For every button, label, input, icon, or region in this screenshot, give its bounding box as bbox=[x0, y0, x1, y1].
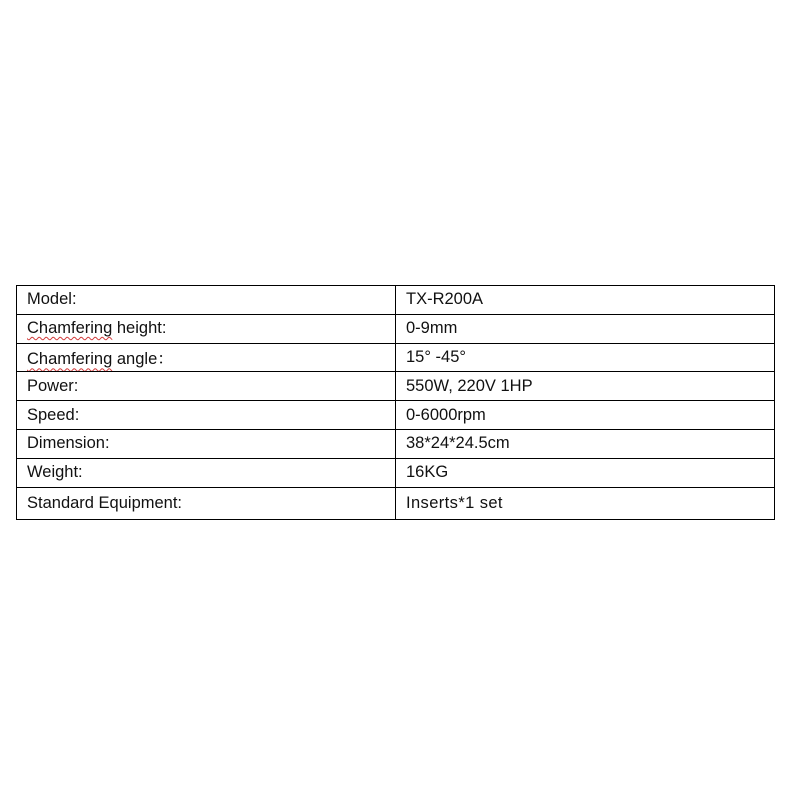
table-row bbox=[17, 286, 775, 315]
row-value-chamfering-angle: 15° -45° bbox=[396, 343, 775, 372]
row-label-rest: height: bbox=[112, 319, 167, 338]
row-label-weight: Weight: bbox=[17, 458, 396, 487]
row-label-power: Power: bbox=[17, 372, 396, 401]
table-row bbox=[17, 314, 775, 343]
table-row bbox=[17, 429, 775, 458]
table-row bbox=[17, 401, 775, 430]
spec-table bbox=[16, 285, 775, 520]
table-row bbox=[17, 487, 775, 519]
row-label-standard-equipment: Standard Equipment: bbox=[17, 487, 396, 519]
table-row bbox=[17, 372, 775, 401]
row-value-dimension: 38*24*24.5cm bbox=[396, 429, 775, 458]
spellcheck-underlined-word: Chamfering bbox=[27, 350, 113, 369]
row-label-dimension: Dimension: bbox=[17, 429, 396, 458]
table-row bbox=[17, 458, 775, 487]
row-value-speed: 0-6000rpm bbox=[396, 401, 775, 430]
row-value-chamfering-height: 0-9mm bbox=[396, 314, 775, 343]
row-value-model: TX-R200A bbox=[396, 286, 775, 315]
row-label-speed: Speed: bbox=[17, 401, 396, 430]
row-label-model: Model: bbox=[17, 286, 396, 315]
row-label-chamfering-angle bbox=[17, 343, 396, 372]
row-value-standard-equipment: Inserts*1 set bbox=[396, 487, 775, 519]
row-value-weight: 16KG bbox=[396, 458, 775, 487]
row-label-chamfering-height bbox=[17, 314, 396, 343]
spellcheck-underlined-word: Chamfering bbox=[27, 319, 113, 338]
row-value-power: 550W, 220V 1HP bbox=[396, 372, 775, 401]
table-row bbox=[17, 343, 775, 372]
row-label-rest: angle： bbox=[112, 350, 174, 369]
